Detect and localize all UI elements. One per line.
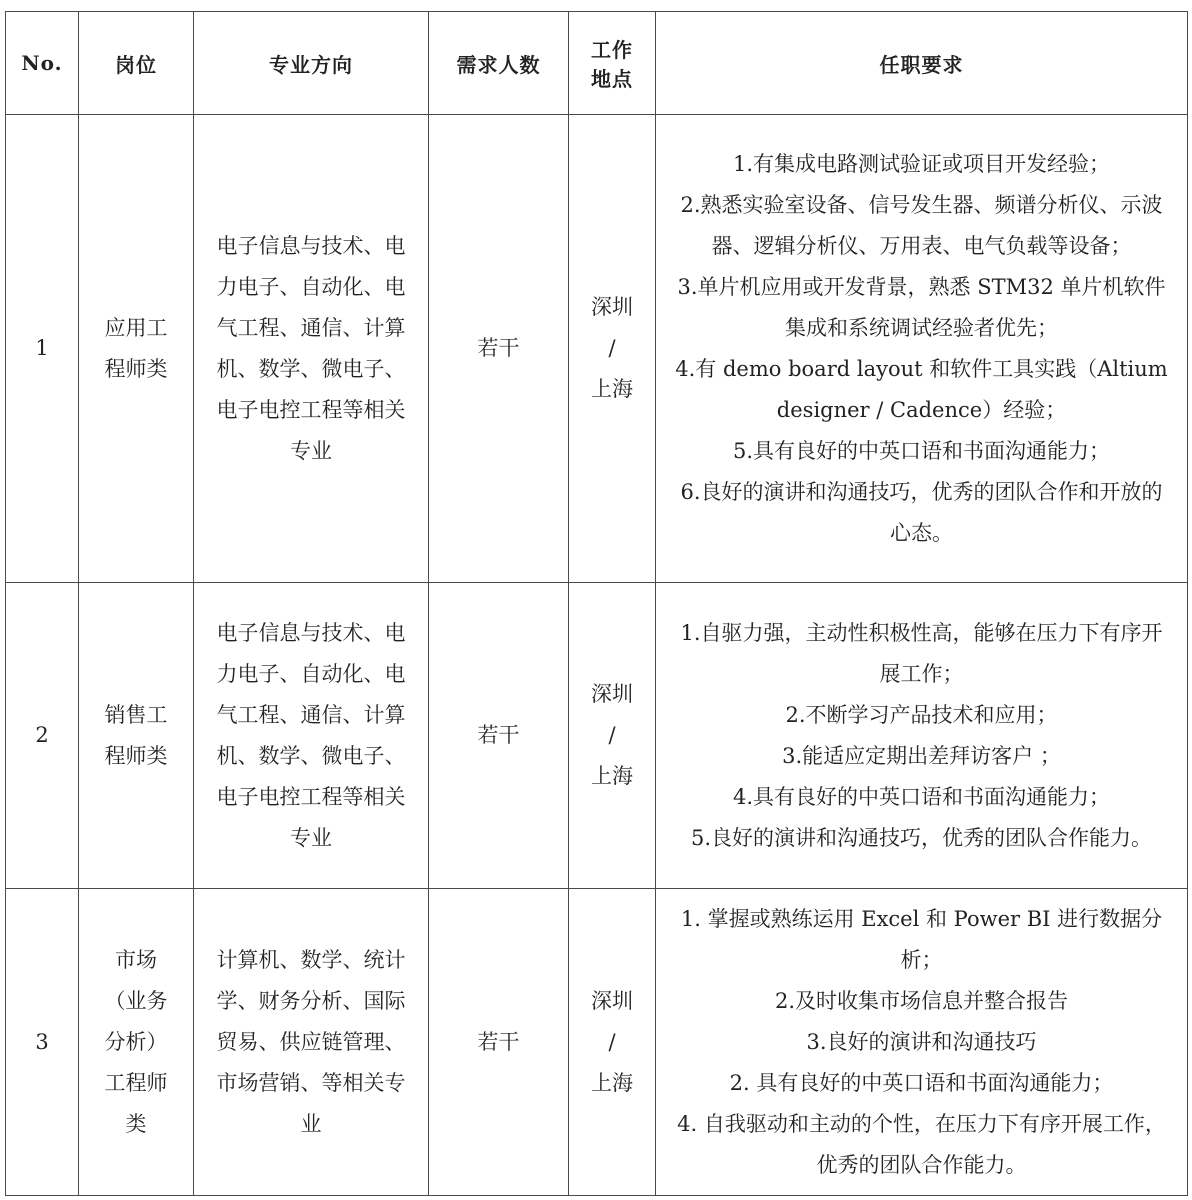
requirement-item: 4.具有良好的中英口语和书面沟通能力； bbox=[732, 784, 1111, 809]
header-count: 需求人数 bbox=[429, 12, 569, 115]
requirement-item: 1.有集成电路测试验证或项目开发经验； bbox=[732, 151, 1111, 176]
cell-no: 3 bbox=[6, 889, 79, 1196]
table-row bbox=[6, 583, 1188, 889]
requirement-item: 2.不断学习产品技术和应用； bbox=[785, 702, 1058, 727]
header-no: No. bbox=[6, 12, 79, 115]
cell-major: 电子信息与技术、电力电子、自动化、电气工程、通信、计算机、数学、微电子、电子电控工程等相关专业 bbox=[194, 115, 429, 583]
location-city-1: 深圳 bbox=[591, 295, 633, 319]
requirement-item: 2.及时收集市场信息并整合报告 bbox=[774, 988, 1069, 1013]
cell-location bbox=[569, 889, 656, 1196]
requirement-item: 2.熟悉实验室设备、信号发生器、频谱分析仪、示波器、逻辑分析仪、万用表、电气负载等设备； bbox=[680, 192, 1163, 258]
cell-count: 若干 bbox=[429, 115, 569, 583]
requirement-item: 1.自驱力强，主动性积极性高，能够在压力下有序开展工作； bbox=[680, 620, 1163, 686]
cell-location bbox=[569, 115, 656, 583]
requirement-item: 4.有 demo board layout 和软件工具实践（Altium designer / Cadence）经验； bbox=[675, 356, 1168, 422]
location-city-2: 上海 bbox=[591, 764, 633, 788]
location-separator: / bbox=[608, 336, 616, 360]
requirement-item: 5.具有良好的中英口语和书面沟通能力； bbox=[732, 438, 1111, 463]
location-city-1: 深圳 bbox=[591, 988, 633, 1013]
cell-count: 若干 bbox=[429, 889, 569, 1196]
requirement-item: 1. 掌握或熟练运用 Excel 和 Power BI 进行数据分析； bbox=[680, 906, 1163, 972]
cell-position: 销售工程师类 bbox=[79, 583, 194, 889]
cell-position: 应用工程师类 bbox=[79, 115, 194, 583]
location-separator: / bbox=[608, 1029, 616, 1054]
location-city-1: 深圳 bbox=[591, 682, 633, 706]
cell-requirements bbox=[656, 583, 1188, 889]
cell-location bbox=[569, 583, 656, 889]
requirement-item: 5.良好的演讲和沟通技巧，优秀的团队合作能力。 bbox=[690, 825, 1153, 850]
location-city-2: 上海 bbox=[591, 1070, 633, 1095]
table-row bbox=[6, 889, 1188, 1196]
requirement-item: 4. 自我驱动和主动的个性，在压力下有序开展工作，优秀的团队合作能力。 bbox=[677, 1111, 1166, 1177]
cell-major: 电子信息与技术、电力电子、自动化、电气工程、通信、计算机、数学、微电子、电子电控工程等相关专业 bbox=[194, 583, 429, 889]
table-row bbox=[6, 115, 1188, 583]
cell-count: 若干 bbox=[429, 583, 569, 889]
header-position: 岗位 bbox=[79, 12, 194, 115]
cell-requirements bbox=[656, 889, 1188, 1196]
cell-position: 市场（业务分析）工程师类 bbox=[79, 889, 194, 1196]
requirement-item: 3.单片机应用或开发背景，熟悉 STM32 单片机软件集成和系统调试经验者优先； bbox=[677, 274, 1166, 340]
requirement-item: 3.良好的演讲和沟通技巧 bbox=[806, 1029, 1037, 1054]
requirement-item: 3.能适应定期出差拜访客户 ； bbox=[782, 743, 1061, 768]
header-major: 专业方向 bbox=[194, 12, 429, 115]
location-city-2: 上海 bbox=[591, 377, 633, 401]
location-separator: / bbox=[608, 723, 616, 747]
cell-no: 2 bbox=[6, 583, 79, 889]
cell-no: 1 bbox=[6, 115, 79, 583]
cell-major: 计算机、数学、统计学、财务分析、国际贸易、供应链管理、市场营销、等相关专业 bbox=[194, 889, 429, 1196]
header-requirements: 任职要求 bbox=[656, 12, 1188, 115]
recruitment-table bbox=[5, 11, 1188, 1196]
cell-requirements bbox=[656, 115, 1188, 583]
header-location: 工作地点 bbox=[569, 12, 656, 115]
requirement-item: 6.良好的演讲和沟通技巧，优秀的团队合作和开放的心态。 bbox=[680, 479, 1163, 545]
header-row bbox=[6, 12, 1188, 115]
requirement-item: 2. 具有良好的中英口语和书面沟通能力； bbox=[729, 1070, 1114, 1095]
